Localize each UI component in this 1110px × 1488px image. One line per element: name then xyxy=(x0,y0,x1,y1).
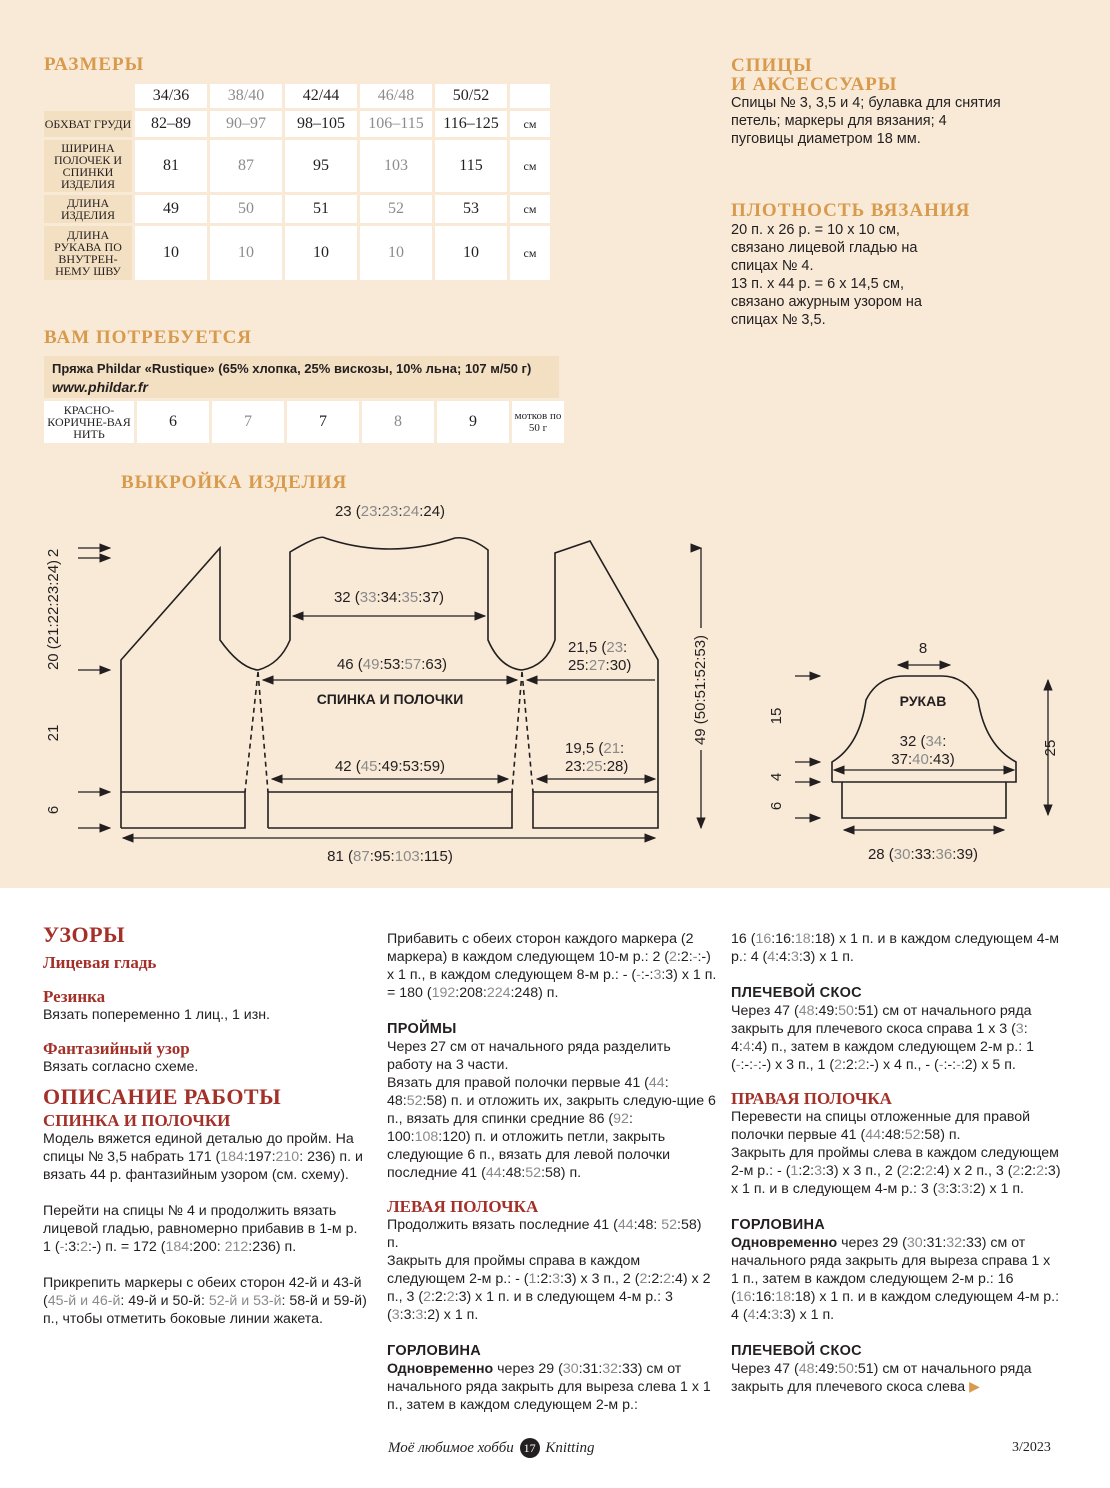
unit: см xyxy=(510,195,550,223)
body-path xyxy=(121,537,658,828)
footer xyxy=(388,1438,595,1458)
cell: 8 xyxy=(362,401,434,443)
pattern-title: ВЫКРОЙКА ИЗДЕЛИЯ xyxy=(121,472,348,493)
yarn-label: КРАСНО-КОРИЧНЕ-ВАЯ НИТЬ xyxy=(44,401,134,443)
cell: 49 xyxy=(135,195,207,223)
cell: 87 xyxy=(210,140,282,192)
cell: 106–115 xyxy=(360,111,432,137)
label-v21: 21 xyxy=(45,724,62,742)
diagram-labels xyxy=(45,503,1059,865)
need-title: ВАМ ПОТРЕБУЕТСЯ xyxy=(44,327,253,348)
cell: 10 xyxy=(435,226,507,280)
gauge-line: спицах № 3,5. xyxy=(731,312,826,328)
tools-text: Спицы № 3, 3,5 и 4; булавка для снятия петель; маркеры для вязания; 4 пуговицы диаметром 18 мм. xyxy=(731,95,1001,147)
label-46: 46 (49:53:57:63) xyxy=(336,656,448,673)
label-215a: 21,5 (23: xyxy=(568,639,628,656)
yarn-text: Пряжа Phildar «Rustique» (65% хлопка, 25% вискозы, 10% льна; 107 м/50 г) xyxy=(52,361,532,376)
unit: см xyxy=(510,140,550,192)
gauge-title: ПЛОТНОСТЬ ВЯЗАНИЯ xyxy=(731,200,971,221)
size-header: 38/40 xyxy=(210,84,282,108)
issue-number: 3/2023 xyxy=(1012,1440,1051,1455)
label-s4: 4 xyxy=(768,772,785,782)
size-header: 34/36 xyxy=(135,84,207,108)
label-v49: 49 (50:51:52:53) xyxy=(692,634,709,746)
row-label: ДЛИНА РУКАВА ПО ВНУТРЕН-НЕМУ ШВУ xyxy=(44,226,132,280)
cell: 82–89 xyxy=(135,111,207,137)
label-s32a: 32 (34: xyxy=(899,733,947,750)
label-s15: 15 xyxy=(768,707,785,725)
cell: 10 xyxy=(285,226,357,280)
tools-title-line1: СПИЦЫ xyxy=(731,55,813,76)
label-v6: 6 xyxy=(45,805,62,815)
label-195b: 23:25:28) xyxy=(565,758,629,775)
page-number: 17 xyxy=(520,1438,540,1458)
gauge-line: связано ажурным узором на xyxy=(731,294,922,310)
yarn-url: www.phildar.fr xyxy=(52,379,148,395)
cell: 90–97 xyxy=(210,111,282,137)
row-label: ОБХВАТ ГРУДИ xyxy=(44,111,132,137)
sleeve-label: РУКАВ xyxy=(899,693,947,709)
body-outline xyxy=(121,537,1016,828)
label-v20: 20 (21:22:23:24) xyxy=(45,559,62,671)
cell: 52 xyxy=(360,195,432,223)
text-column-1: УЗОРЫ Лицевая гладь Резинка Вязать попеременно 1 лиц., 1 изн. Фантазийный узор Вязать согласно схеме. ОПИСАНИЕ РАБОТЫ СПИНКА И ПОЛОЧКИ Модель вяжется единой деталью до пройм. На спицы № 3,5 набрать 171 (184:197:210: 236) п. и вязать 44 р. фантазийным узором (см. схему). Перейти на спицы № 4 и продолжить вязать лицевой гладью, равномерно прибавив в 1-м р. 1 (-:3:2:-) п. = 172 (184:200: 212:236) п. Прикрепить маркеры с обеих сторон 42-й и 43-й (45-й и 46-й: 49-й и 50-й: 52-й и 53-й: 58-й и 59-й) п., чтобы отметить боковые линии жакета. xyxy=(43,922,367,1327)
row-label: ДЛИНА ИЗДЕЛИЯ xyxy=(44,195,132,223)
label-v2: 2 xyxy=(45,548,62,558)
cell: 95 xyxy=(285,140,357,192)
body-bottom-left xyxy=(121,792,245,828)
cell: 10 xyxy=(360,226,432,280)
size-header: 50/52 xyxy=(435,84,507,108)
label-42: 42 (45:49:53:59) xyxy=(334,758,446,775)
label-s25: 25 xyxy=(1042,739,1059,757)
label-81: 81 (87:95:103:115) xyxy=(327,848,453,865)
label-s6: 6 xyxy=(768,801,785,811)
gauge-line: 20 п. х 26 р. = 10 х 10 см, xyxy=(731,222,900,238)
label-215b: 25:27:30) xyxy=(568,657,632,674)
cell: 10 xyxy=(135,226,207,280)
gauge-line: 13 п. х 44 р. = 6 х 14,5 см, xyxy=(731,276,904,292)
unit: мотков по 50 г xyxy=(512,401,564,443)
text-column-3: 16 (16:16:18:18) х 1 п. и в каждом следующем 4-м р.: 4 (4:4:3:3) х 1 п. ПЛЕЧЕВОЙ СКОС Через 47 (48:49:50:51) см от начального ряда закрыть для плечевого скоса справа 1 х 3 (3: 4:4:4) п., затем в каждом следующем 2-м р.: 1 (-:-:-:-) х 3 п., 1 (2:2:2:-) х 4 п., - (-:-:-:2) х 5 п. ПРАВАЯ ПОЛОЧКА Перевести на спицы отложенные для правой полочки первые 41 (44:48:52:58) п. Закрыть для проймы слева в каждом следующем 2-м р.: - (1:2:3:3) х 3 п., 2 (2:2:2:4) х 2 п., 3 (2:2:2:3) х 1 п. и в следующем 4-м р.: 3 (3:3:3:2) х 1 п. ГОРЛОВИНА Одновременно через 29 (30:31:32:33) см от начального ряда закрыть для выреза справа 1 х 1 п., затем в каждом следующем 2-м р.: 16 (16:16:18:18) х 1 п. и в каждом следующем 4-м р.: 4 (4:4:3:3) х 1 п. ПЛЕЧЕВОЙ СКОС Через 47 (48:49:50:51) см от начального ряда закрыть для плечевого скоса слева ▶ xyxy=(731,931,1061,1395)
cell: 116–125 xyxy=(435,111,507,137)
sizes-title: РАЗМЕРЫ xyxy=(44,54,145,75)
cell: 98–105 xyxy=(285,111,357,137)
body-bottom-center xyxy=(268,792,512,828)
gauge-line: связано лицевой гладью на xyxy=(731,240,918,256)
size-header: 42/44 xyxy=(285,84,357,108)
cell: 103 xyxy=(360,140,432,192)
cell: 50 xyxy=(210,195,282,223)
body-label: СПИНКА И ПОЛОЧКИ xyxy=(316,691,464,707)
cell: 7 xyxy=(287,401,359,443)
cell: 51 xyxy=(285,195,357,223)
magazine-name: Моё любимое хобби xyxy=(388,1440,514,1456)
sleeve-cuff xyxy=(842,782,1006,818)
label-s8: 8 xyxy=(918,640,928,657)
gauge-line: спицах № 4. xyxy=(731,258,814,274)
size-header: 46/48 xyxy=(360,84,432,108)
row-label: ШИРИНА ПОЛОЧЕК И СПИНКИ ИЗДЕЛИЯ xyxy=(44,140,132,192)
text-column-2: Прибавить с обеих сторон каждого маркера (2 маркера) в каждом следующем 10-м р.: 2 (2:2:-:-) х 1 п., в каждом следующем 8-м р.: - (-:-:3:3) х 1 п. = 180 (192:208:224:248) п. ПРОЙМЫ Через 27 см от начального ряда разделить работу на 3 части. Вязать для правой полочки первые 41 (44: 48:52:58) п. и отложить их, закрыть следую-щие 6 п., вязать для спинки средние 86 (92: 100:108:120) п. и отложить петли, закрыть следующие 6 п., вязать для левой полочки последние 41 (44:48:52:58) п. ЛЕВАЯ ПОЛОЧКА Продолжить вязать последние 41 (44:48: 52:58) п. Закрыть для проймы справа в каждом следующем 2-м р.: - (1:2:3:3) х 3 п., 2 (2:2:2:4) х 2 п., 3 (2:2:2:3) х 1 п. и в следующем 4-м р.: 3 (3:3:3:2) х 1 п. ГОРЛОВИНА Одновременно через 29 (30:31:32:33) см от начального ряда закрыть для выреза слева 1 х 1 п., затем в каждом следующем 2-м р.: xyxy=(387,931,717,1413)
unit: см xyxy=(510,111,550,137)
cell: 10 xyxy=(210,226,282,280)
cell: 115 xyxy=(435,140,507,192)
label-s32b: 37:40:43) xyxy=(891,751,955,768)
brand-name: Knitting xyxy=(545,1440,595,1456)
cell: 6 xyxy=(137,401,209,443)
label-23: 23 (23:23:24:24) xyxy=(334,503,446,520)
cell: 9 xyxy=(437,401,509,443)
cell: 53 xyxy=(435,195,507,223)
label-32: 32 (33:34:35:37) xyxy=(333,589,445,606)
unit: см xyxy=(510,226,550,280)
label-s28: 28 (30:33:36:39) xyxy=(867,846,979,863)
tools-title-line2: И АКСЕССУАРЫ xyxy=(731,74,898,95)
label-195a: 19,5 (21: xyxy=(565,740,625,757)
cell: 7 xyxy=(212,401,284,443)
cell: 81 xyxy=(135,140,207,192)
